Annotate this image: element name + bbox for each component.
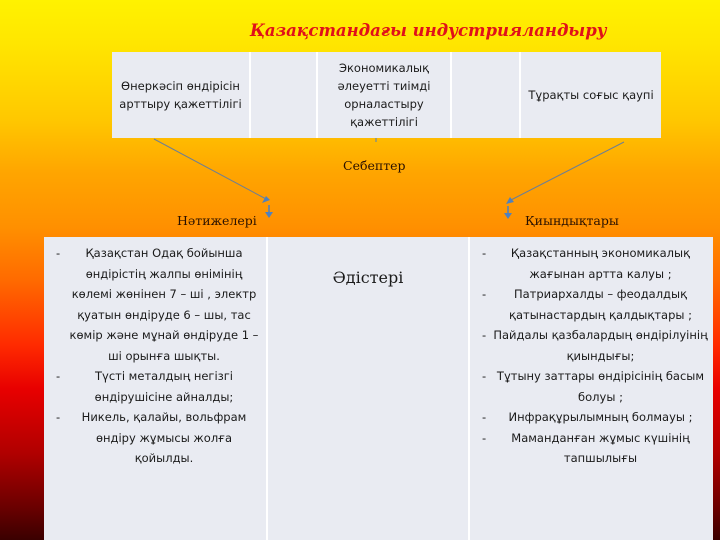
methods-column [268, 237, 470, 540]
results-column [44, 237, 268, 540]
list-item: - Маманданған жұмыс күшінің тапшылығы [482, 430, 690, 465]
results-list [44, 237, 266, 469]
page-title: Қазақстандағы индустрияландыру [250, 21, 607, 40]
details-table [44, 237, 713, 540]
list-item: - Тұтыну заттары өндірісінің басым болуы ; [482, 369, 705, 404]
difficulties-column [470, 237, 713, 540]
list-item: - Түсті металдың негізгі өндірушісіне айналды; [56, 369, 234, 404]
methods-label: Әдістері [332, 268, 404, 287]
arrow-down-icon [504, 213, 512, 219]
arrow-down-icon [265, 212, 273, 218]
cause-cell-war-threat: Тұрақты соғыс қаупі [528, 88, 654, 102]
arrow-head-icon [506, 197, 514, 204]
difficulties-label: Қиындықтары [525, 213, 619, 228]
cause-cell-economic-potential: Экономикалық әлеуетті тиімді орналастыру қажеттілігі [318, 52, 452, 138]
list-item: - Қазақстан Одақ бойынша өндірістің жалпы өнімінің көлемі жөнінен 7 – ші , электр қуатын өндіруде 6 – шы, тас көмір және мұнай өндіруде 1 – ші орынға шықты. [56, 246, 259, 363]
list-item: - Инфрақұрылымның болмауы ; [482, 410, 693, 424]
list-item: - Қазақстанның экономикалық жағынан артта калуы ; [482, 246, 691, 281]
cause-cell-industrial-growth: Өнеркәсіп өндірісін арттыру қажеттілігі [112, 52, 251, 138]
results-label: Нәтижелері [177, 213, 257, 228]
difficulties-list [470, 237, 713, 469]
causes-label: Себептер [343, 158, 406, 173]
list-item: - Пайдалы қазбалардың өндірілуінің қиындығы; [482, 328, 708, 363]
list-item: - Никель, қалайы, вольфрам өндіру жұмысы жолға қойылды. [56, 410, 247, 465]
list-item: - Патриархалды – феодалдық қатынастардың қалдықтары ; [482, 287, 692, 322]
